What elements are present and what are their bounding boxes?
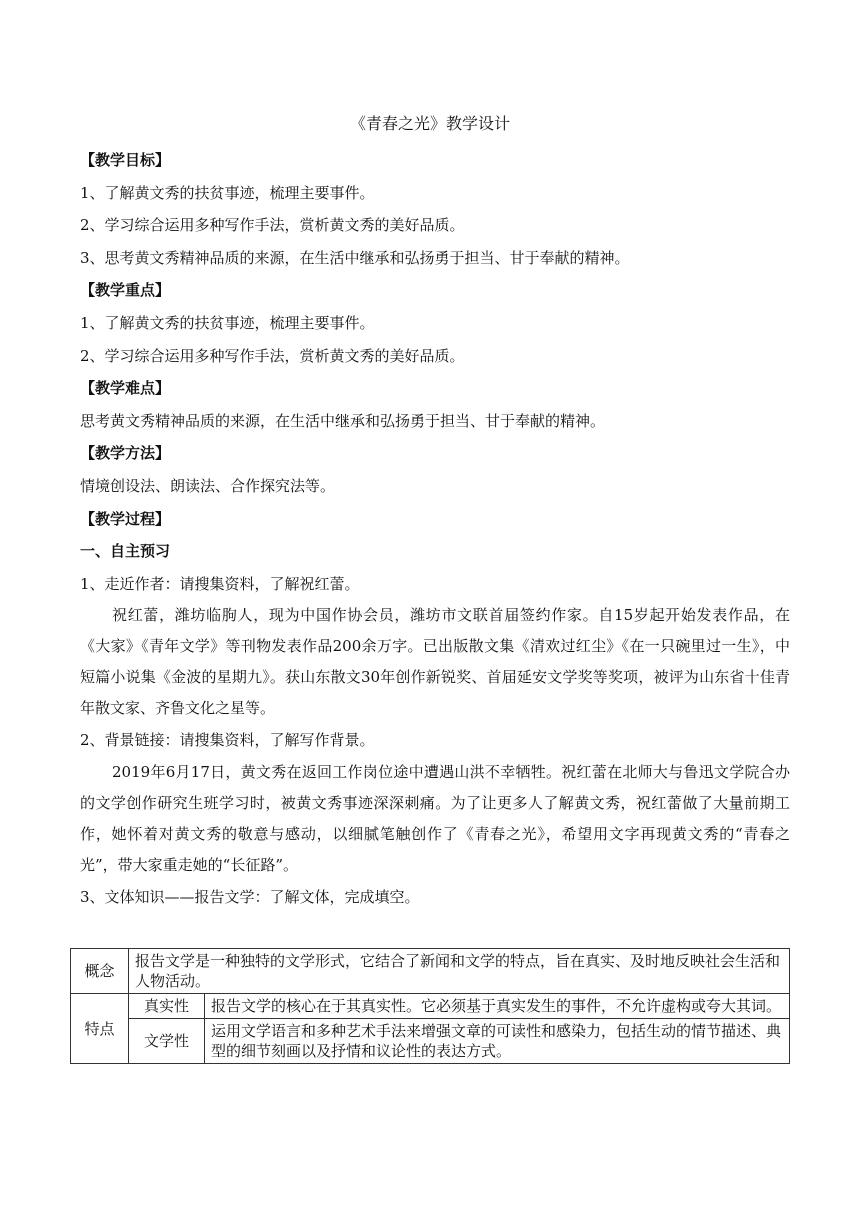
concept-label: 概念 [71,949,129,994]
genre-table [70,948,790,1064]
feature-name: 文学性 [129,1019,205,1064]
feature-name: 真实性 [129,994,205,1019]
features-label: 特点 [71,994,129,1064]
difficult-text: 思考黄文秀精神品质的来源，在生活中继承和弘扬勇于担当、甘于奉献的精神。 [80,411,606,430]
method-text: 情境创设法、朗读法、合作探究法等。 [80,476,336,495]
feature-text: 报告文学的核心在于其真实性。它必须基于真实发生的事件，不允许虚构或夸大其词。 [205,994,790,1019]
author-paragraph: 祝红蕾，潍坊临朐人，现为中国作协会员，潍坊市文联首届签约作家。自15岁起开始发表作品，在《大家》《青年文学》等刊物发表作品200余万字。已出版散文集《清欢过红尘》《在一只碗里过一生》，中短篇小说集《金波的星期九》。获山东散文30年创作新锐奖、首届延安文学奖等奖项，被评为山东省十佳青年散文家、齐鲁文化之星等。 [80,606,790,718]
key-heading: 【教学重点】 [80,281,171,300]
item-genre: 3、文体知识——报告文学：了解文体，完成填空。 [80,887,420,906]
item-background: 2、背景链接：请搜集资料，了解写作背景。 [80,731,375,750]
document-body [80,144,790,914]
concept-text: 报告文学是一种独特的文学形式，它结合了新闻和文学的特点，旨在真实、及时地反映社会生活和人物活动。 [129,949,790,994]
key-item: 2、学习综合运用多种写作手法，赏析黄文秀的美好品质。 [80,346,465,365]
item-author: 1、走近作者：请搜集资料，了解祝红蕾。 [80,574,360,593]
goal-item: 2、学习综合运用多种写作手法，赏析黄文秀的美好品质。 [80,216,465,235]
method-heading: 【教学方法】 [80,444,171,463]
background-paragraph: 2019年6月17日，黄文秀在返回工作岗位途中遭遇山洪不幸牺牲。祝红蕾在北师大与鲁迅文学院合办的文学创作研究生班学习时，被黄文秀事迹深深刺痛。为了让更多人了解黄文秀，祝红蕾做了大量前期工作，她怀着对黄文秀的敬意与感动，以细腻笔触创作了《青春之光》，希望用文字再现黄文秀的“青春之光”，带大家重走她的“长征路”。 [80,762,790,874]
feature-text: 运用文学语言和多种艺术手法来增强文章的可读性和感染力，包括生动的情节描述、典型的细节刻画以及抒情和议论性的表达方式。 [205,1019,790,1064]
difficult-heading: 【教学难点】 [80,379,171,398]
table-row [71,994,790,1019]
goal-item: 1、了解黄文秀的扶贫事迹，梳理主要事件。 [80,183,375,202]
section1-heading: 一、自主预习 [80,542,171,561]
goals-heading: 【教学目标】 [80,151,171,169]
key-item: 1、了解黄文秀的扶贫事迹，梳理主要事件。 [80,313,375,332]
table-row [71,1019,790,1064]
goal-item: 3、思考黄文秀精神品质的来源，在生活中继承和弘扬勇于担当、甘于奉献的精神。 [80,248,630,267]
document-title: 《青春之光》教学设计 [349,114,510,133]
process-heading: 【教学过程】 [80,509,171,528]
table-row [71,949,790,994]
